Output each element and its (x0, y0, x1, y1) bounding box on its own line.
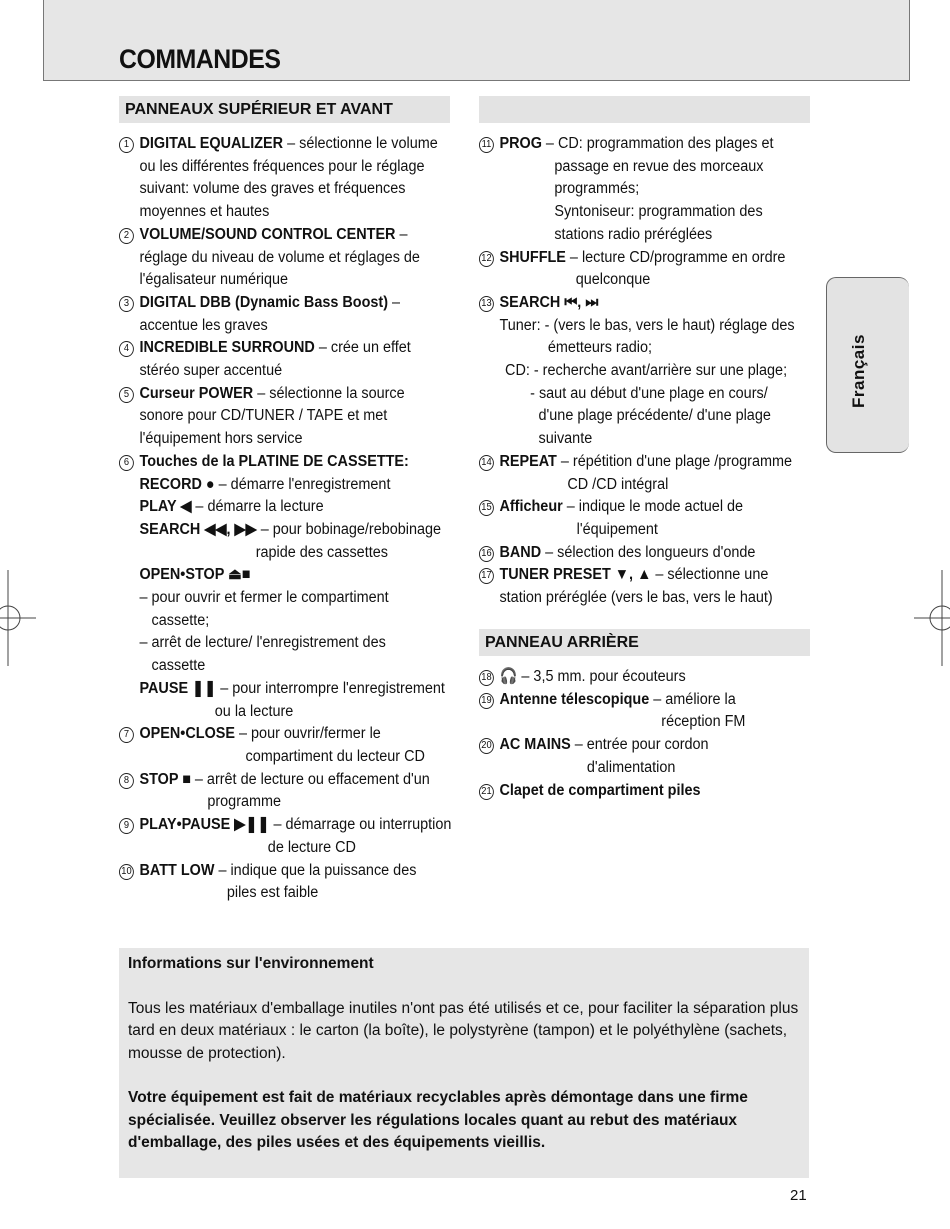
control-item-13 (479, 292, 815, 451)
item-line: VOLUME/SOUND CONTROL CENTER – (139, 225, 408, 243)
item-line: DIGITAL EQUALIZER – sélectionne le volume (139, 135, 438, 152)
control-item-8 (119, 769, 455, 814)
item-number-badge: 4 (119, 337, 139, 382)
item-number-badge: 6 (119, 451, 139, 723)
item-line: CD: - recherche avant/arrière sur une plage; (505, 362, 788, 380)
item-line: suivante (538, 430, 593, 448)
control-item-5 (119, 383, 455, 451)
language-tab-label: Français (849, 334, 868, 408)
control-item-17 (479, 564, 815, 609)
item-line: OPEN•CLOSE – pour ouvrir/fermer le (139, 725, 381, 743)
item-line: d'alimentation (586, 758, 676, 776)
item-number-badge: 9 (119, 814, 139, 859)
item-number-badge: 16 (479, 542, 499, 565)
page-number: 21 (790, 1187, 807, 1204)
control-item-3 (119, 292, 455, 337)
item-line: SEARCH ◀◀, ▶▶ – pour bobinage/rebobinage (139, 520, 442, 538)
env-paragraph-2: Votre équipement est fait de matériaux recyclables après démontage dans une firme spécialisée. Veuillez observer les régulations locales quant au rebut des matériaux d'emballage, des piles usées et des équipements vieillis. (128, 1089, 748, 1151)
item-number-badge: 17 (479, 564, 499, 609)
item-line: d'une plage précédente/ d'une plage (538, 407, 771, 425)
left-column (119, 133, 454, 905)
item-line: CD /CD intégral (567, 475, 669, 493)
item-line: quelconque (575, 271, 651, 289)
control-item-7 (119, 723, 455, 768)
control-item-10 (119, 860, 455, 905)
item-number-badge: 1 (119, 133, 139, 224)
item-number-badge: 11 (479, 133, 499, 247)
item-line: Antenne télescopique – améliore la (499, 690, 736, 708)
item-line: PROG – CD: programmation des plages et (499, 135, 774, 152)
item-line: l'équipement (576, 520, 658, 538)
item-line: REPEAT – répétition d'une plage /programme (499, 452, 793, 470)
item-line: station préréglée (vers le bas, vers le haut) (499, 589, 773, 607)
item-line: Afficheur – indique le mode actuel de (499, 498, 744, 516)
item-line: Syntoniseur: programmation des (554, 203, 763, 221)
item-number-badge: 10 (119, 860, 139, 905)
section-header-top-right (479, 96, 810, 123)
item-line: rapide des cassettes (255, 543, 388, 561)
item-number-badge: 5 (119, 383, 139, 451)
item-line: compartiment du lecteur CD (245, 747, 425, 765)
item-line: Touches de la PLATINE DE CASSETTE: (139, 452, 409, 470)
item-line: passage en revue des morceaux (554, 157, 764, 175)
item-line: de lecture CD (267, 838, 356, 856)
item-line: – pour ouvrir et fermer le compartiment (139, 589, 389, 607)
page-title: COMMANDES (119, 44, 281, 74)
item-line: PAUSE ❚❚ – pour interrompre l'enregistrement (139, 679, 445, 697)
item-line: réception FM (661, 713, 746, 731)
control-item-19 (479, 689, 815, 734)
item-line: l'égalisateur numérique (139, 271, 289, 289)
item-line: suivant: volume des graves et fréquences (139, 180, 406, 198)
item-number-badge: 15 (479, 496, 499, 541)
control-item-9 (119, 814, 455, 859)
control-item-18 (479, 666, 815, 689)
control-item-12 (479, 247, 815, 292)
rear-column (479, 666, 814, 802)
item-line: OPEN•STOP ⏏■ (139, 566, 251, 584)
item-line: - saut au début d'une plage en cours/ (530, 384, 768, 402)
item-line: accentue les graves (139, 316, 268, 334)
item-number-badge: 21 (479, 780, 499, 803)
item-line: réglage du niveau de volume et réglages de (139, 248, 420, 266)
item-line: l'équipement hors service (139, 430, 303, 448)
item-line: AC MAINS – entrée pour cordon (499, 736, 709, 754)
item-line: moyennes et hautes (139, 203, 270, 221)
item-line: SEARCH ⏮, ⏭ (499, 293, 599, 311)
item-line: PLAY•PAUSE ▶❚❚ – démarrage ou interruption (139, 816, 452, 834)
item-line: Curseur POWER – sélectionne la source (139, 384, 405, 402)
right-column (479, 133, 814, 610)
item-number-badge: 8 (119, 769, 139, 814)
item-number-badge: 7 (119, 723, 139, 768)
item-line: émetteurs radio; (547, 339, 652, 357)
item-number-badge: 19 (479, 689, 499, 734)
section-header-rear: PANNEAU ARRIÈRE (479, 629, 810, 656)
registration-mark-right (914, 570, 950, 666)
item-line: DIGITAL DBB (Dynamic Bass Boost) – (139, 293, 401, 311)
item-line: RECORD ● – démarre l'enregistrement (139, 475, 391, 493)
control-item-16 (479, 542, 815, 565)
item-line: – arrêt de lecture/ l'enregistrement des (139, 634, 386, 652)
item-number-badge: 3 (119, 292, 139, 337)
item-line: ou les différentes fréquences pour le réglage (139, 157, 425, 175)
item-line: Clapet de compartiment piles (499, 781, 701, 799)
item-line: sonore pour CD/TUNER / TAPE et met (139, 407, 388, 425)
item-line: BAND – sélection des longueurs d'onde (499, 543, 756, 561)
item-line: programme (207, 793, 282, 811)
item-number-badge: 18 (479, 666, 499, 689)
item-number-badge: 12 (479, 247, 499, 292)
item-line: SHUFFLE – lecture CD/programme en ordre (499, 248, 786, 266)
control-item-20 (479, 734, 815, 779)
environment-info-box (119, 948, 809, 1178)
control-item-11 (479, 133, 815, 247)
item-line: cassette; (151, 611, 210, 629)
control-item-21 (479, 780, 815, 803)
item-number-badge: 13 (479, 292, 499, 451)
item-line: STOP ■ – arrêt de lecture ou effacement d'un (139, 770, 430, 788)
control-item-14 (479, 451, 815, 496)
item-line: BATT LOW – indique que la puissance des (139, 861, 417, 879)
control-item-6 (119, 451, 455, 723)
section-header-top-front: PANNEAUX SUPÉRIEUR ET AVANT (119, 96, 450, 123)
item-line: programmés; (554, 180, 640, 198)
item-line: PLAY ◀ – démarre la lecture (139, 498, 324, 516)
env-title: Informations sur l'environnement (128, 955, 374, 972)
item-line: piles est faible (226, 884, 319, 902)
control-item-1 (119, 133, 455, 224)
item-line: cassette (151, 657, 206, 675)
item-line: Tuner: - (vers le bas, vers le haut) réglage des (499, 316, 795, 334)
registration-mark-left (0, 570, 36, 666)
item-line: INCREDIBLE SURROUND – crée un effet (139, 339, 411, 357)
item-number-badge: 14 (479, 451, 499, 496)
control-item-2 (119, 224, 455, 292)
item-line: stéréo super accentué (139, 362, 283, 380)
language-tab[interactable] (826, 277, 909, 453)
control-item-4 (119, 337, 455, 382)
item-line: stations radio préréglées (554, 225, 713, 243)
control-item-15 (479, 496, 815, 541)
item-number-badge: 2 (119, 224, 139, 292)
item-line: TUNER PRESET ▼, ▲ – sélectionne une (499, 566, 769, 584)
item-line: 🎧 – 3,5 mm. pour écouteurs (499, 668, 686, 685)
env-paragraph-1: Tous les matériaux d'emballage inutiles n'ont pas été utilisés et ce, pour faciliter la séparation plus tard en deux matériaux : le carton (la boîte), le polystyrène (tampon) et le polyéthylène (sachets, mousse de protection). (128, 999, 799, 1062)
item-line: ou la lecture (214, 702, 294, 720)
item-number-badge: 20 (479, 734, 499, 779)
